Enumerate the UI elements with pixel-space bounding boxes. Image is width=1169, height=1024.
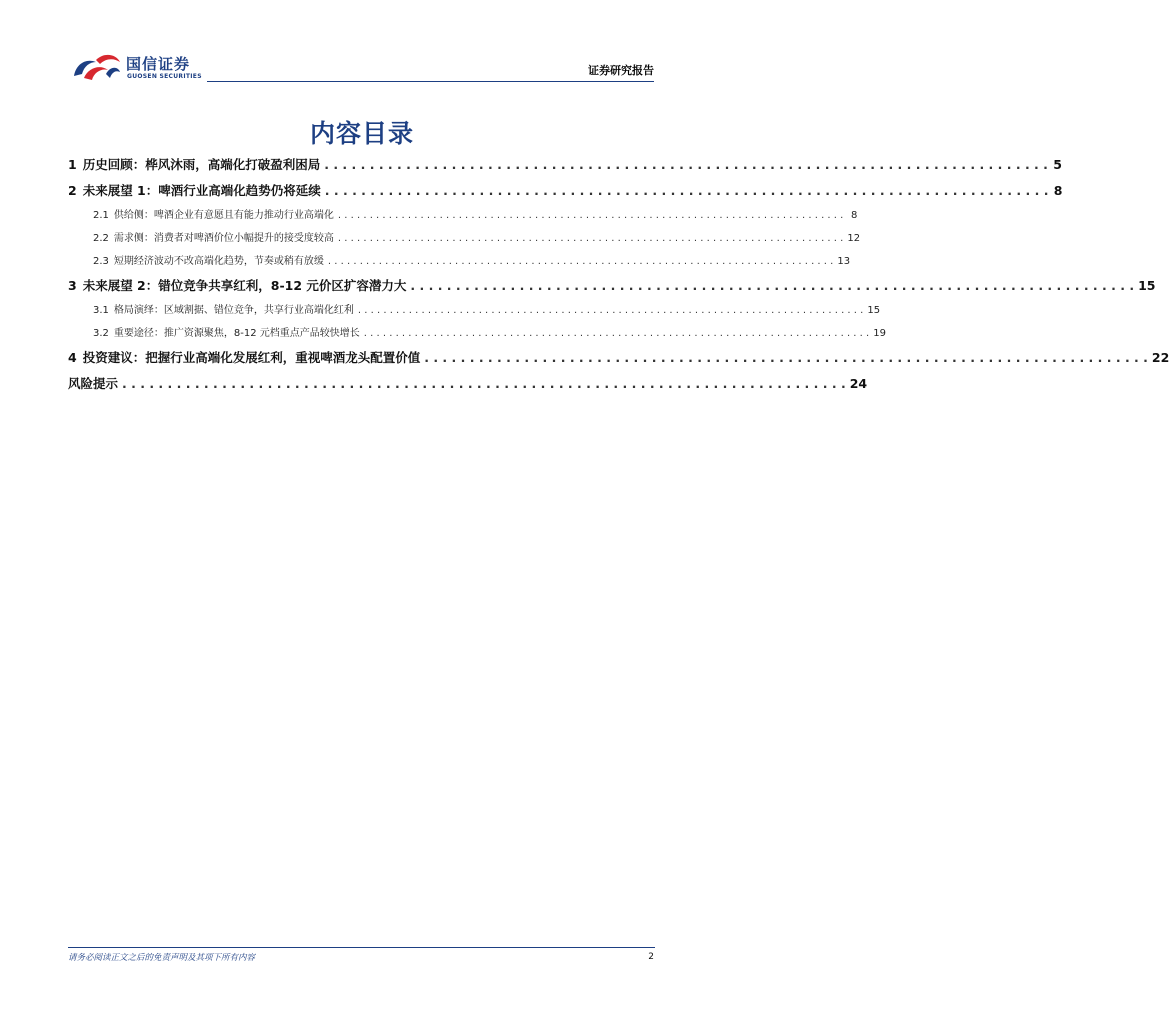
toc-leader-dots: . . . . . . . . . . . . . . . . . . . . . . . . . . . . . . . . . . . . . . . . . . . . . . . . . . . . . . . . . . . . . . . . . . . . . . . . . . . . . . . . xyxy=(122,376,846,391)
header-divider xyxy=(207,81,654,82)
toc-leader-dots: . . . . . . . . . . . . . . . . . . . . . . . . . . . . . . . . . . . . . . . . . . . . . . . . . . . . . . . . . . . . . . . . . . . . . . . . . . . . . . . . xyxy=(424,350,1148,365)
toc-entry-title: 重要途径：推广资源聚焦，8-12 元档重点产品较快增长 xyxy=(113,328,360,339)
toc-entry-number: 3 xyxy=(68,278,77,293)
toc-entry-page: 8 xyxy=(1053,183,1063,198)
toc-entry-page: 15 xyxy=(1138,278,1156,293)
toc-title: 内容目录 xyxy=(309,119,414,148)
toc-leader-dots: . . . . . . . . . . . . . . . . . . . . . . . . . . . . . . . . . . . . . . . . . . . . . . . . . . . . . . . . . . . . . . . . . . . . . . . . . . . . . . . . xyxy=(337,210,844,221)
toc-entry-number: 2 xyxy=(68,183,77,198)
toc-leader-dots: . . . . . . . . . . . . . . . . . . . . . . . . . . . . . . . . . . . . . . . . . . . . . . . . . . . . . . . . . . . . . . . . . . . . . . . . . . . . . . . . xyxy=(324,183,1049,198)
document-type-label: 证券研究报告 xyxy=(588,64,654,77)
toc-entry-number: 1 xyxy=(68,157,77,172)
toc-leader-dots: . . . . . . . . . . . . . . . . . . . . . . . . . . . . . . . . . . . . . . . . . . . . . . . . . . . . . . . . . . . . . . . . . . . . . . . . . . . . . . . . xyxy=(327,256,834,267)
toc-entry-page: 13 xyxy=(837,256,851,267)
toc-entry-title: 未来展望 2：错位竞争共享红利，8-12 元价区扩容潜力大 xyxy=(82,278,407,293)
toc-entry[interactable] xyxy=(68,299,881,322)
toc-entry-title: 风险提示 xyxy=(68,376,119,391)
toc-entry-page: 22 xyxy=(1151,350,1169,365)
disclaimer-note: 请务必阅读正文之后的免责声明及其项下所有内容 xyxy=(68,953,256,963)
toc-entry-title: 供给侧：啤酒企业有意愿且有能力推动行业高端化 xyxy=(113,210,334,221)
toc-leader-dots: . . . . . . . . . . . . . . . . . . . . . . . . . . . . . . . . . . . . . . . . . . . . . . . . . . . . . . . . . . . . . . . . . . . . . . . . . . . . . . . . xyxy=(357,305,864,316)
toc-entry[interactable] xyxy=(68,371,868,397)
page-header xyxy=(0,0,724,90)
guosen-logo xyxy=(70,50,210,86)
toc-entry[interactable] xyxy=(68,322,886,345)
toc-entry-number: 3.1 xyxy=(93,305,109,316)
toc-entry-page: 12 xyxy=(847,233,861,244)
toc-entry[interactable] xyxy=(68,178,1063,204)
guosen-logo-icon xyxy=(70,50,122,84)
toc-leader-dots: . . . . . . . . . . . . . . . . . . . . . . . . . . . . . . . . . . . . . . . . . . . . . . . . . . . . . . . . . . . . . . . . . . . . . . . . . . . . . . . . xyxy=(363,328,870,339)
logo-chinese-name: 国信证券 xyxy=(126,55,191,73)
toc-leader-dots: . . . . . . . . . . . . . . . . . . . . . . . . . . . . . . . . . . . . . . . . . . . . . . . . . . . . . . . . . . . . . . . . . . . . . . . . . . . . . . . . xyxy=(410,278,1135,293)
table-of-contents xyxy=(68,152,1169,397)
toc-entry-number: 2.1 xyxy=(93,210,109,221)
toc-entry-title: 需求侧：消费者对啤酒价位小幅提升的接受度较高 xyxy=(113,233,334,244)
toc-entry-title: 投资建议：把握行业高端化发展红利，重视啤酒龙头配置价值 xyxy=(82,350,421,365)
toc-entry-page: 8 xyxy=(850,210,858,221)
toc-entry-page: 5 xyxy=(1053,157,1062,172)
toc-entry[interactable] xyxy=(68,345,1169,371)
logo-english-name: GUOSEN SECURITIES xyxy=(127,73,202,80)
toc-entry-number: 2.3 xyxy=(93,256,109,267)
toc-leader-dots: . . . . . . . . . . . . . . . . . . . . . . . . . . . . . . . . . . . . . . . . . . . . . . . . . . . . . . . . . . . . . . . . . . . . . . . . . . . . . . . . xyxy=(337,233,844,244)
toc-entry-number: 3.2 xyxy=(93,328,109,339)
toc-entry[interactable] xyxy=(68,227,861,250)
toc-entry[interactable] xyxy=(68,273,1156,299)
toc-entry-title: 短期经济波动不改高端化趋势，节奏或稍有放缓 xyxy=(113,256,324,267)
toc-entry-page: 19 xyxy=(873,328,886,339)
toc-entry[interactable] xyxy=(68,204,858,227)
toc-entry-title: 未来展望 1：啤酒行业高端化趋势仍将延续 xyxy=(82,183,321,198)
toc-entry-number: 2.2 xyxy=(93,233,109,244)
toc-leader-dots: . . . . . . . . . . . . . . . . . . . . . . . . . . . . . . . . . . . . . . . . . . . . . . . . . . . . . . . . . . . . . . . . . . . . . . . . . . . . . . . . xyxy=(324,157,1048,172)
footer-divider xyxy=(68,947,655,948)
page-number: 2 xyxy=(648,952,654,962)
toc-entry-title: 历史回顾：桦风沐雨，高端化打破盈利困局 xyxy=(82,157,321,172)
toc-entry[interactable] xyxy=(68,250,851,273)
toc-entry-number: 4 xyxy=(68,350,77,365)
toc-entry-page: 24 xyxy=(849,376,868,391)
toc-entry-title: 格局演绎：区域割据、错位竞争，共享行业高端化红利 xyxy=(113,305,354,316)
toc-entry-page: 15 xyxy=(867,305,881,316)
toc-entry[interactable] xyxy=(68,152,1062,178)
